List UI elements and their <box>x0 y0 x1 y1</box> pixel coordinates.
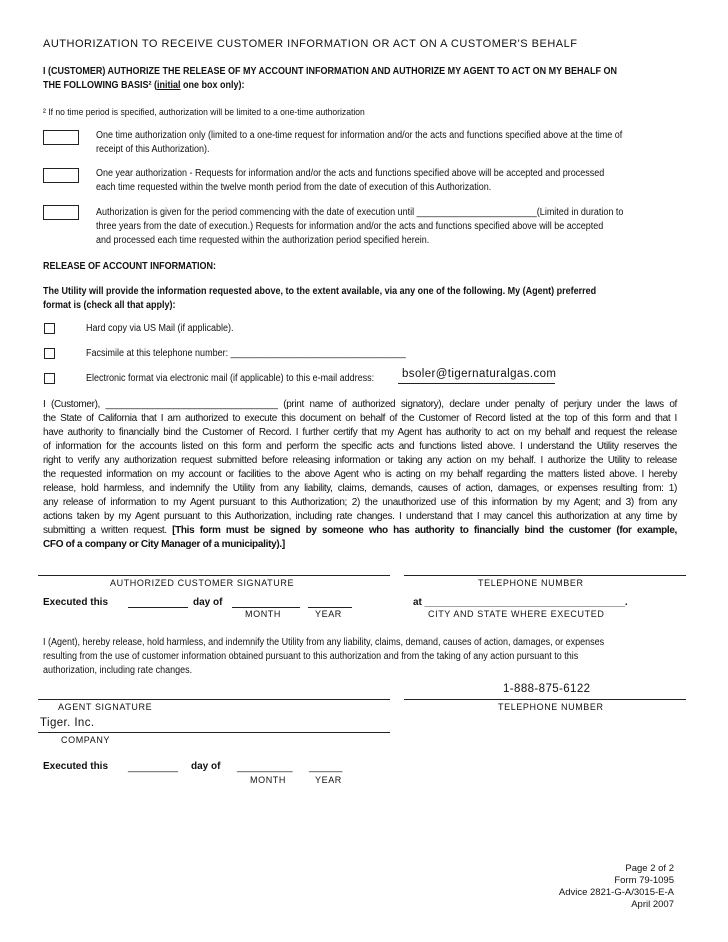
city-state-label: CITY AND STATE WHERE EXECUTED <box>428 609 605 619</box>
option-line: three years from the date of execution.) Requests for information and/or the acts and functions specified above will be accepted <box>96 221 604 232</box>
executed-month-line[interactable] <box>232 607 300 608</box>
checkbox-email[interactable] <box>44 373 55 384</box>
agent-phone-value[interactable]: 1-888-875-6122 <box>503 683 591 695</box>
release-intro-line: The Utility will provide the information requested above, to the extent available, via any one of the following. My (Agent) preferred <box>43 286 597 297</box>
option-period <box>96 206 623 248</box>
option-one-year <box>96 167 604 195</box>
format-facsimile: Facsimile at this telephone number: ___________________________________ <box>86 348 406 359</box>
option-line: One year authorization - Requests for information and/or the acts and functions specified above will be accepted and processed <box>96 168 605 179</box>
checkbox-facsimile[interactable] <box>44 348 55 359</box>
agent-day-of-label: day of <box>191 761 221 772</box>
customer-signature-line[interactable] <box>38 575 390 576</box>
company-line[interactable] <box>38 732 390 733</box>
agent-executed-label: Executed this <box>43 761 109 772</box>
declaration-last-bold: [This form must be signed by someone who has authority to financially bind the customer (for example, <box>172 525 677 536</box>
company-label: COMPANY <box>61 735 111 745</box>
option-line: One time authorization only (limited to a one-time request for information and/or the acts and functions specified above at the time of <box>96 130 623 141</box>
customer-phone-label: TELEPHONE NUMBER <box>478 578 584 588</box>
form-title: AUTHORIZATION TO RECEIVE CUSTOMER INFORMATION OR ACT ON A CUSTOMER'S BEHALF <box>43 38 578 50</box>
agent-phone-label: TELEPHONE NUMBER <box>498 702 604 712</box>
page-footer <box>559 863 674 911</box>
format-hard-copy: Hard copy via US Mail (if applicable). <box>86 323 234 334</box>
agent-executed-day[interactable]: _________ <box>128 762 179 773</box>
intro-line-2 <box>43 79 245 93</box>
footnote: ² If no time period is specified, authorization will be limited to a one-time authorization <box>43 107 365 118</box>
customer-phone-line[interactable] <box>404 575 686 576</box>
declaration-line <box>43 524 677 538</box>
option-line: each time requested within the twelve month period from the date of execution of this Authorization. <box>96 182 492 193</box>
format-email: Electronic format via electronic mail (if applicable) to this e-mail address: <box>86 373 375 384</box>
declaration-line: of information for the accounts listed on this form and perform the specific acts and functions listed above. I understand the Utility reserves the <box>43 441 677 452</box>
checkbox-hard-copy[interactable] <box>44 323 55 334</box>
advice-number: Advice 2821-G-A/3015-E-A <box>558 887 674 898</box>
form-date: April 2007 <box>631 899 674 910</box>
day-of-label: day of <box>193 597 223 608</box>
declaration-line: actions taken by my Agent pursuant to this Authorization, including rate changes. I understand that I may cancel this authorization at any time by <box>43 511 677 522</box>
agent-release-paragraph <box>43 636 604 678</box>
declaration-line: the State of California that I am authorized to execute this document on behalf of the Customer of Record listed at the top of this form and that I <box>43 413 677 424</box>
declaration-line: release, hold harmless, and indemnify the Utility from any liability, claims, demands, causes of action, damages, or expenses resulting from: 1) <box>43 483 677 494</box>
agent-executed-year[interactable]: ______ <box>309 762 343 773</box>
page-number: Page 2 of 2 <box>625 863 674 874</box>
agent-release-line: resulting from the use of customer information obtained pursuant to this authorization and from the taking of any action pursuant to this <box>43 651 579 662</box>
intro-line-2b: one box only): <box>180 80 245 91</box>
declaration-line: any release of information to my Agent pursuant to this Authorization; 2) the unauthorized use of this information by my Agent; and 3) from any <box>43 497 677 508</box>
option-line: Authorization is given for the period commencing with the date of execution until ________________________(Limited in duration to <box>96 207 624 218</box>
declaration-paragraph <box>43 398 677 552</box>
release-intro <box>43 285 596 313</box>
agent-signature-label: AGENT SIGNATURE <box>58 702 153 712</box>
company-value[interactable]: Tiger. Inc. <box>40 717 95 729</box>
email-value[interactable]: bsoler@tigernaturalgas.com <box>402 368 557 380</box>
year-label: YEAR <box>315 609 342 619</box>
option-one-time <box>96 129 622 157</box>
agent-signature-line[interactable] <box>38 699 390 700</box>
declaration-line: I (Customer), _________________________________ (print name of authorized signatory), declare under penalty of perjury under the laws of <box>43 399 677 410</box>
initial-box-period[interactable] <box>43 205 79 220</box>
agent-month-label: MONTH <box>250 775 286 785</box>
agent-executed-month[interactable]: __________ <box>237 762 293 773</box>
agent-release-line: authorization, including rate changes. <box>43 665 193 676</box>
customer-signature-label: AUTHORIZED CUSTOMER SIGNATURE <box>110 578 295 588</box>
declaration-last-plain: submitting a written request. <box>43 525 173 536</box>
initial-box-one-year[interactable] <box>43 168 79 183</box>
option-line: and processed each time requested within the authorization period specified herein. <box>96 235 430 246</box>
declaration-line: the requested information on my account or facilities to the above Agent who is acting on my behalf regarding the matters listed above. I hereby <box>43 469 677 480</box>
option-line: receipt of this Authorization). <box>96 144 210 155</box>
release-intro-line: format is (check all that apply): <box>43 300 176 311</box>
executed-year-line[interactable] <box>308 607 352 608</box>
declaration-line: have authority to financially bind the Customer of Record. I further certify that my Agent has authority to act on my behalf and request the release <box>43 427 677 438</box>
release-heading: RELEASE OF ACCOUNT INFORMATION: <box>43 261 216 272</box>
agent-release-line: I (Agent), hereby release, hold harmless, and indemnify the Utility from any liability, claims, demand, causes of action, damages, or expenses <box>43 637 605 648</box>
declaration-bold-line: CFO of a company or City Manager of a municipality).] <box>43 539 285 550</box>
form-number: Form 79-1095 <box>614 875 674 886</box>
executed-day-line[interactable] <box>128 607 188 608</box>
intro-initial: initial <box>156 80 181 91</box>
month-label: MONTH <box>245 609 281 619</box>
intro-line-1: I (CUSTOMER) AUTHORIZE THE RELEASE OF MY ACCOUNT INFORMATION AND AUTHORIZE MY AGENT TO ACT ON MY BEHALF ON <box>43 66 618 77</box>
intro-line-2a: THE FOLLOWING BASIS² ( <box>43 80 157 91</box>
declaration-line: right to verify any authorization request submitted before releasing information or taking any action on my behalf. I authorize the Utility to release <box>43 455 677 466</box>
email-underline <box>398 383 555 384</box>
initial-box-one-time[interactable] <box>43 130 79 145</box>
agent-year-label: YEAR <box>315 775 342 785</box>
agent-phone-line[interactable] <box>404 699 686 700</box>
executed-label: Executed this <box>43 597 109 608</box>
executed-at-city[interactable]: at ____________________________________. <box>413 597 628 608</box>
